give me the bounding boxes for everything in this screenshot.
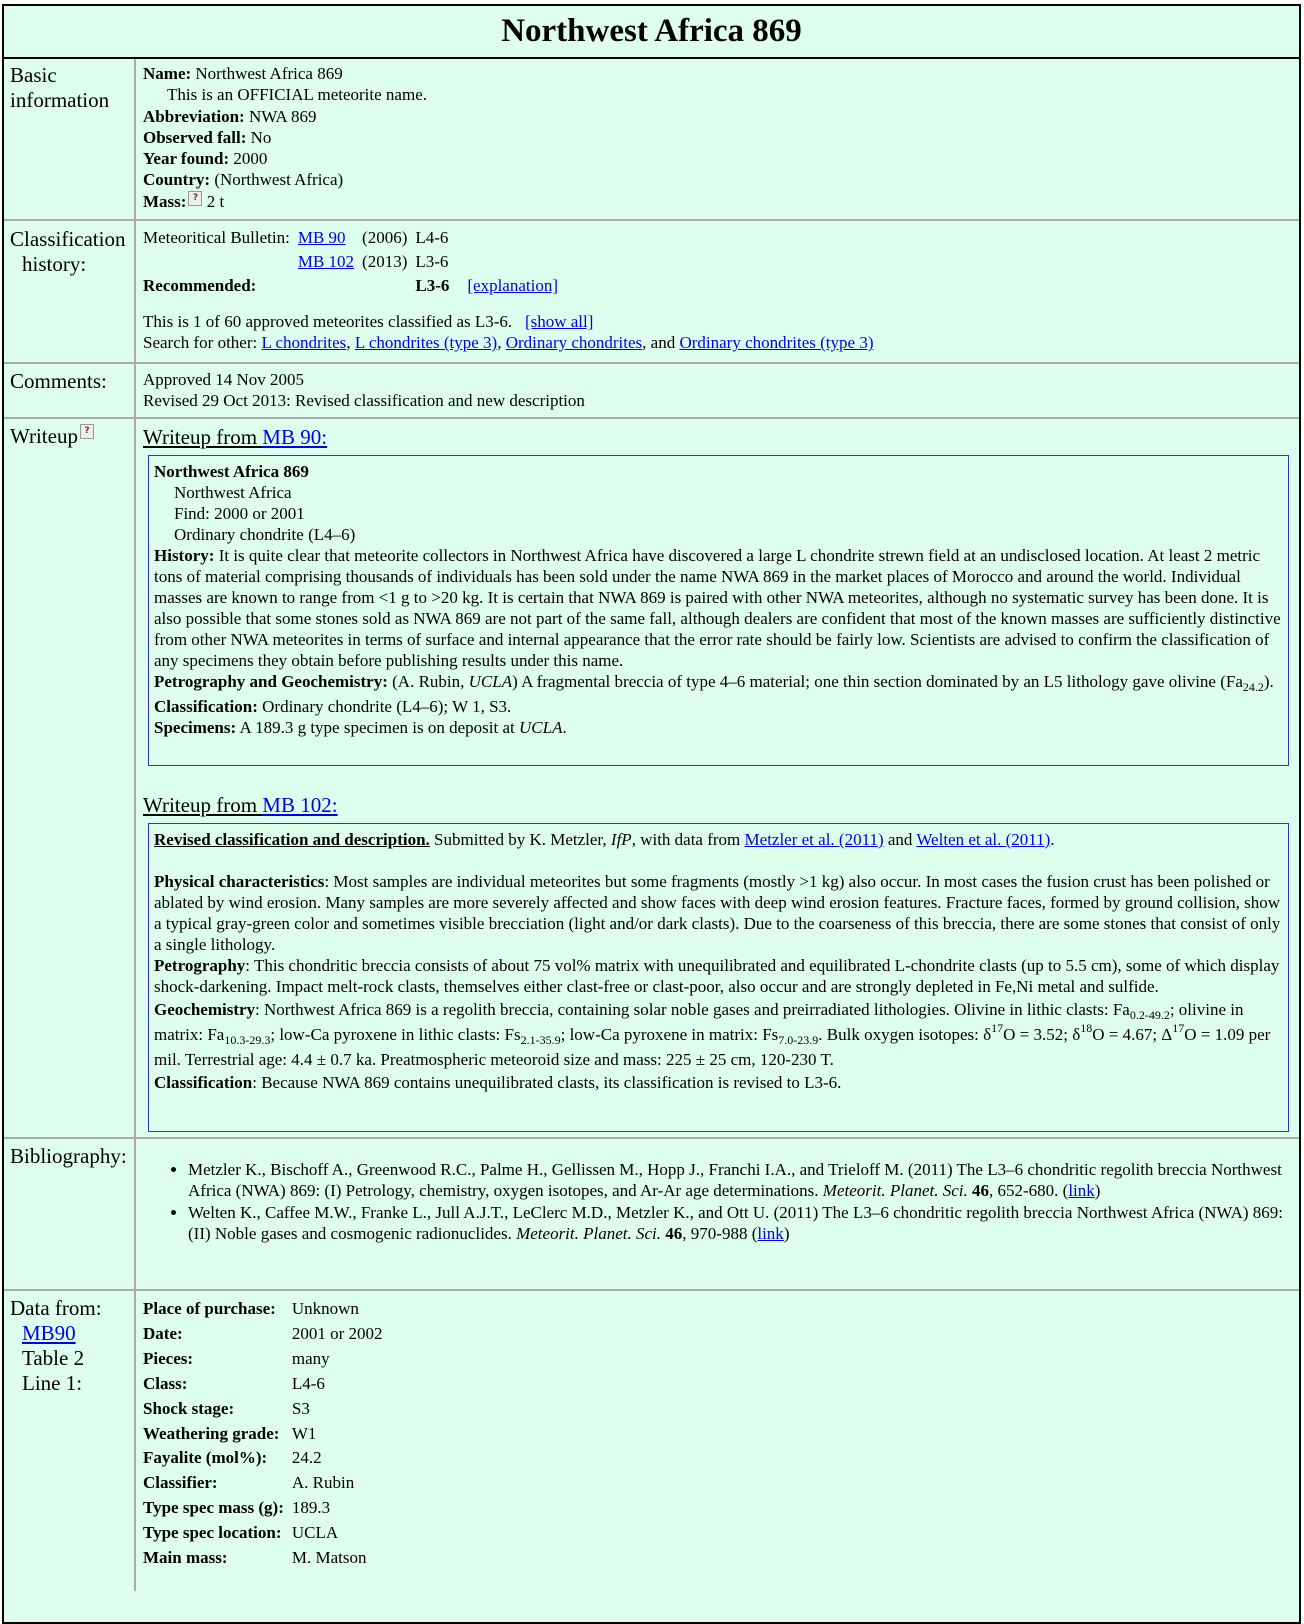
data-value: W1 [291, 1423, 317, 1443]
wu102-with-data: , with data from [631, 830, 741, 849]
wu90-name: Northwest Africa 869 [154, 462, 309, 481]
bib-pages: , 652-680. ( [988, 1181, 1069, 1201]
classification-table [143, 226, 566, 298]
bib-journal: Meteorit. Planet. Sci. [822, 1181, 968, 1201]
table-row [143, 250, 566, 274]
datafrom-line: Line 1: [22, 1371, 83, 1395]
data-value: UCLA [291, 1523, 339, 1543]
data-key: Pieces: [143, 1348, 194, 1368]
search-prefix: Search for other: [143, 333, 258, 353]
wu90-petro-text: ). [1263, 672, 1274, 691]
wu102-phys-text: : Most samples are individual meteorites but some fragments (mostly >1 kg) also occur. In most cases the fusion crust has been polished or ablated by wind erosion. Many samples are more severely affected and show faces with deep wind erosion features. Fracture faces, formed by ground collision, show a typical gray-green color and sometimes visible brecciation (light and/or dark clasts). Due to the coarseness of this breccia, there are some stones that consist of only a single lithology. [154, 872, 1281, 954]
table-row [143, 1372, 391, 1397]
wu102-geo-sub: 7.0-23.9 [778, 1033, 819, 1047]
recommended-label: Recommended: [143, 276, 257, 295]
bib-text: Metzler K., Bischoff A., Greenwood R.C., Palme H., Gellissen M., Hopp J., Franchi I.A., and Trieloff M. (2011) The L3–6 chondritic regolith breccia Northwest Africa (NWA) 869: (I) Petrology, chemistry, oxygen isotopes, and Ar-Ar age determinations. [188, 1160, 1282, 1201]
page-title: Northwest Africa 869 [4, 6, 1299, 59]
entry-class: L3-6 [415, 252, 449, 271]
entry-class: L4-6 [415, 228, 449, 247]
wu102-geo-text: O = 3.52; δ [1003, 1025, 1081, 1044]
basic-info-label [4, 59, 136, 219]
wu102-class [154, 1072, 1283, 1093]
wu90-petro-sub: 24.2 [1242, 680, 1264, 694]
table-row [143, 1297, 391, 1322]
help-icon[interactable]: ? [188, 191, 202, 206]
comments-label: Comments: [4, 364, 136, 417]
wu102-class-label: Classification [154, 1073, 253, 1092]
wu90-petro-ucla: UCLA [468, 672, 513, 691]
wu90-history-label: History: [154, 546, 215, 565]
recommended-class: L3-6 [415, 276, 450, 295]
datafrom-label-line1: Data from: [10, 1296, 102, 1320]
wu102-geo-sub: 2.1-35.9 [520, 1033, 561, 1047]
bibliography-list [143, 1159, 1293, 1244]
wu90-find: Find: 2000 or 2001 [174, 504, 305, 523]
writeup-mb102-link[interactable]: MB 102: [262, 793, 338, 817]
basic-info-content [136, 59, 1299, 219]
writeup-mb102-box [148, 823, 1289, 1132]
data-value: 2001 or 2002 [291, 1323, 383, 1343]
writeup-mb102-heading [143, 792, 1299, 818]
writeup-content [136, 419, 1299, 1137]
data-key: Class: [143, 1373, 188, 1393]
search-other [143, 332, 1293, 353]
table-row [143, 274, 566, 298]
table-row [143, 1397, 391, 1422]
wu90-spec-end: . [562, 718, 567, 737]
bibliography-label: Bibliography: [4, 1139, 136, 1289]
data-value: 189.3 [291, 1498, 331, 1518]
wu90-class [154, 696, 1283, 717]
name-value: Northwest Africa 869 [195, 64, 343, 83]
ref-metzler-link[interactable]: Metzler et al. (2011) [744, 830, 884, 849]
abbr-label: Abbreviation: [143, 106, 245, 126]
wu102-petro-label: Petrography [154, 956, 246, 975]
wu90-petro-text: (A. Rubin, [392, 672, 465, 691]
list-item [188, 1159, 1293, 1202]
year-label: Year found: [143, 149, 230, 169]
country-value: (Northwest Africa) [214, 170, 344, 190]
wu102-geo-sup: 17 [1172, 1021, 1185, 1035]
show-all-link[interactable]: [show all] [524, 312, 594, 331]
name-label: Name: [143, 64, 192, 83]
comment-revised: Revised 29 Oct 2013: Revised classification and new description [143, 391, 585, 411]
writeup-mb90-heading [143, 424, 1299, 450]
basic-info-label-line2: information [10, 88, 110, 112]
bib-pages: , 970-988 ( [682, 1223, 758, 1243]
data-key: Place of purchase: [143, 1299, 276, 1318]
table-row [143, 1471, 391, 1496]
classification-label-line2: history: [22, 252, 87, 276]
bib-end: ) [1094, 1181, 1101, 1201]
table-row [143, 1496, 391, 1521]
wu102-geo-text: ; low-Ca pyroxene in lithic clasts: Fs [270, 1025, 521, 1044]
wu102-dot: . [1050, 830, 1055, 849]
data-key: Date: [143, 1323, 183, 1343]
year-value: 2000 [233, 149, 268, 169]
search-link-ordinary-chondrites[interactable]: Ordinary chondrites [505, 333, 643, 353]
bulletin-label: Meteoritical Bulletin: [143, 228, 290, 247]
list-item [188, 1202, 1293, 1245]
table-row [143, 1322, 391, 1347]
comment-approved: Approved 14 Nov 2005 [143, 370, 305, 389]
wu102-phys [154, 871, 1283, 955]
writeup-label-cell [4, 419, 136, 1137]
bib-link[interactable]: link [1068, 1181, 1095, 1201]
wu102-geo-text: : Northwest Africa 869 is a regolith breccia, containing solar noble gases and preirradiated lithologies. Olivine in lithic clasts: Fa [255, 1000, 1130, 1019]
fall-label: Observed fall: [143, 127, 247, 147]
wu102-intro [154, 829, 1283, 850]
wu90-history [154, 545, 1283, 671]
data-value: Unknown [291, 1299, 359, 1318]
data-key: Type spec mass (g): [143, 1498, 284, 1518]
country-label: Country: [143, 170, 211, 190]
separator: , and [642, 333, 676, 353]
wu102-and: and [887, 830, 913, 849]
data-key: Fayalite (mol%): [143, 1448, 268, 1468]
wu90-spec [154, 717, 1283, 738]
ref-welten-link[interactable]: Welten et al. (2011) [916, 830, 1051, 849]
data-key: Shock stage: [143, 1398, 235, 1418]
classification-label-line1: Classification [10, 227, 126, 251]
classification-row [4, 221, 1299, 364]
search-link-ordinary-chondrites-type3[interactable]: Ordinary chondrites (type 3) [679, 333, 874, 353]
basic-info-row [4, 59, 1299, 221]
table-row [143, 1347, 391, 1372]
table-row [143, 1422, 391, 1447]
wu90-region: Northwest Africa [174, 483, 292, 502]
writeup-mb90-link[interactable]: MB 90: [262, 425, 328, 449]
comments-content [136, 364, 1299, 417]
wu102-class-text: : Because NWA 869 contains unequilibrated clasts, its classification is revised to L3-6. [252, 1073, 842, 1092]
wu90-spec-ucla: UCLA [519, 718, 563, 737]
datafrom-mb90-link[interactable]: MB90 [22, 1321, 76, 1345]
table-row [143, 226, 566, 250]
table-row [143, 1446, 391, 1471]
classification-label [4, 221, 136, 362]
bib-volume: 46 [665, 1223, 683, 1243]
wu90-class-label: Classification: [154, 697, 258, 716]
mb90-link[interactable]: MB 90 [297, 228, 346, 247]
wu102-geo-sup: 17 [991, 1021, 1004, 1035]
wu90-type: Ordinary chondrite (L4–6) [174, 525, 356, 544]
bib-link[interactable]: link [757, 1223, 784, 1243]
data-key: Classifier: [143, 1473, 218, 1493]
basic-info-label-line1: Basic [10, 63, 57, 87]
explanation-link[interactable]: [explanation] [467, 276, 559, 295]
data-value: many [291, 1348, 330, 1368]
wu102-ifp: IfP [610, 830, 632, 849]
approved-text: This is 1 of 60 approved meteorites classified as L3-6. [143, 312, 513, 331]
entry-year: (2006) [362, 228, 408, 247]
wu102-geo-text: . Bulk oxygen isotopes: δ [818, 1025, 992, 1044]
data-table [143, 1297, 391, 1571]
official-note: This is an OFFICIAL meteorite name. [167, 85, 427, 105]
bib-journal: Meteorit. Planet. Sci. [516, 1223, 662, 1243]
table-row [143, 1546, 391, 1571]
entry-year: (2013) [362, 252, 408, 271]
meteorite-record [2, 4, 1301, 1624]
comments-row [4, 364, 1299, 419]
wu102-petro [154, 955, 1283, 997]
help-icon[interactable]: ? [80, 424, 94, 439]
bibliography-row [4, 1139, 1299, 1291]
wu90-petro [154, 671, 1283, 692]
data-value: M. Matson [291, 1548, 367, 1568]
separator: , [497, 333, 502, 353]
data-value: 24.2 [291, 1448, 322, 1468]
separator: , [346, 333, 351, 353]
data-key: Type spec location: [143, 1523, 282, 1543]
data-key: Main mass: [143, 1548, 228, 1568]
wu90-spec-label: Specimens: [154, 718, 237, 737]
writeup-row [4, 419, 1299, 1139]
wu102-geo-sub: 0.2-49.2 [1129, 1008, 1170, 1022]
datafrom-content [136, 1291, 1299, 1591]
wu102-geo-text: ; low-Ca pyroxene in matrix: Fs [560, 1025, 779, 1044]
mass-label: Mass: [143, 191, 187, 211]
data-value: A. Rubin [291, 1473, 355, 1493]
wu102-submitted: Submitted by K. Metzler, [434, 830, 607, 849]
wu102-geo-text: O = 4.67; Δ [1092, 1025, 1173, 1044]
datafrom-table: Table 2 [22, 1346, 85, 1370]
wu90-petro-text: ) A fragmental breccia of type 4–6 material; one thin section dominated by an L5 lithology gave olivine (Fa [512, 672, 1243, 691]
search-link-l-chondrites-type3[interactable]: L chondrites (type 3) [354, 333, 498, 353]
wu102-geo-text: O = 1.09 per mil. Terrestrial age: 4.4 ± 0.7 ka. Preatmospheric meteoroid size and mass: 225 ± 25 cm, 120-230 T. [154, 1025, 1271, 1069]
wu102-geo [154, 997, 1283, 1072]
bib-volume: 46 [971, 1181, 989, 1201]
wu102-geo-sub: 10.3-29.3 [224, 1033, 271, 1047]
fall-value: No [250, 127, 272, 147]
data-value: S3 [291, 1398, 310, 1418]
abbr-value: NWA 869 [248, 106, 317, 126]
wu102-petro-text: : This chondritic breccia consists of about 75 vol% matrix with unequilibrated and equilibrated L-chondrite clasts (up to 5.5 cm), some of which display shock-darkening. Impact melt-rock clasts, themselves either clast-free or clast-poor, also occur and are strongly depleted in Fe,Ni metal and sulfide. [154, 956, 1280, 996]
wu102-phys-label: Physical characteristics [154, 872, 325, 891]
wu102-geo-label: Geochemistry [154, 1000, 256, 1019]
data-key: Weathering grade: [143, 1423, 280, 1443]
bibliography-content [136, 1139, 1299, 1289]
mass-value: 2 t [206, 191, 225, 211]
writeup-heading-text: Writeup from [143, 793, 258, 817]
datafrom-label [4, 1291, 136, 1591]
classification-content [136, 221, 1299, 362]
datafrom-row [4, 1291, 1299, 1591]
wu90-spec-text: A 189.3 g type specimen is on deposit at [239, 718, 515, 737]
wu102-geo-text: ; olivine in matrix: Fa [154, 1000, 1244, 1044]
bib-end: ) [783, 1223, 790, 1243]
wu90-class-text: Ordinary chondrite (L4–6); W 1, S3. [262, 697, 512, 716]
wu102-geo-sup: 18 [1080, 1021, 1093, 1035]
writeup-heading-text: Writeup from [143, 425, 258, 449]
mb102-link[interactable]: MB 102 [297, 252, 355, 271]
table-row [143, 1521, 391, 1546]
writeup-mb90-box [148, 455, 1289, 766]
wu90-history-text: It is quite clear that meteorite collectors in Northwest Africa have discovered a large L chondrite strewn field at an undisclosed location. At least 2 metric tons of material comprising thousands of individuals has been sold under the name NWA 869 in the market places of Morocco and around the world. Individual masses are known to range from <1 g to >20 kg. It is certain that NWA 869 is paired with other NWA meteorites, although no systematic survey has been done. It is also possible that some stones sold as NWA 869 are not part of the same fall, although dealers are confident that most of the known masses are sufficiently distinctive from other NWA meteorites in terms of surface and internal appearance that the error rate should be fairly low. Scientists are advised to confirm the classification of any specimens they obtain before publishing results under this name. [154, 546, 1281, 670]
data-value: L4-6 [291, 1373, 325, 1393]
wu102-revised-label: Revised classification and description. [154, 830, 430, 849]
wu90-petro-label: Petrography and Geochemistry: [154, 672, 388, 691]
writeup-label: Writeup [10, 424, 78, 448]
bib-text: Welten K., Caffee M.W., Franke L., Jull A.J.T., LeClerc M.D., Metzler K., and Ott U. (2011) The L3–6 chondritic regolith breccia Northwest Africa (NWA) 869: (II) Noble gases and cosmogenic radionuclides. [188, 1202, 1284, 1243]
search-link-l-chondrites[interactable]: L chondrites [261, 333, 347, 353]
